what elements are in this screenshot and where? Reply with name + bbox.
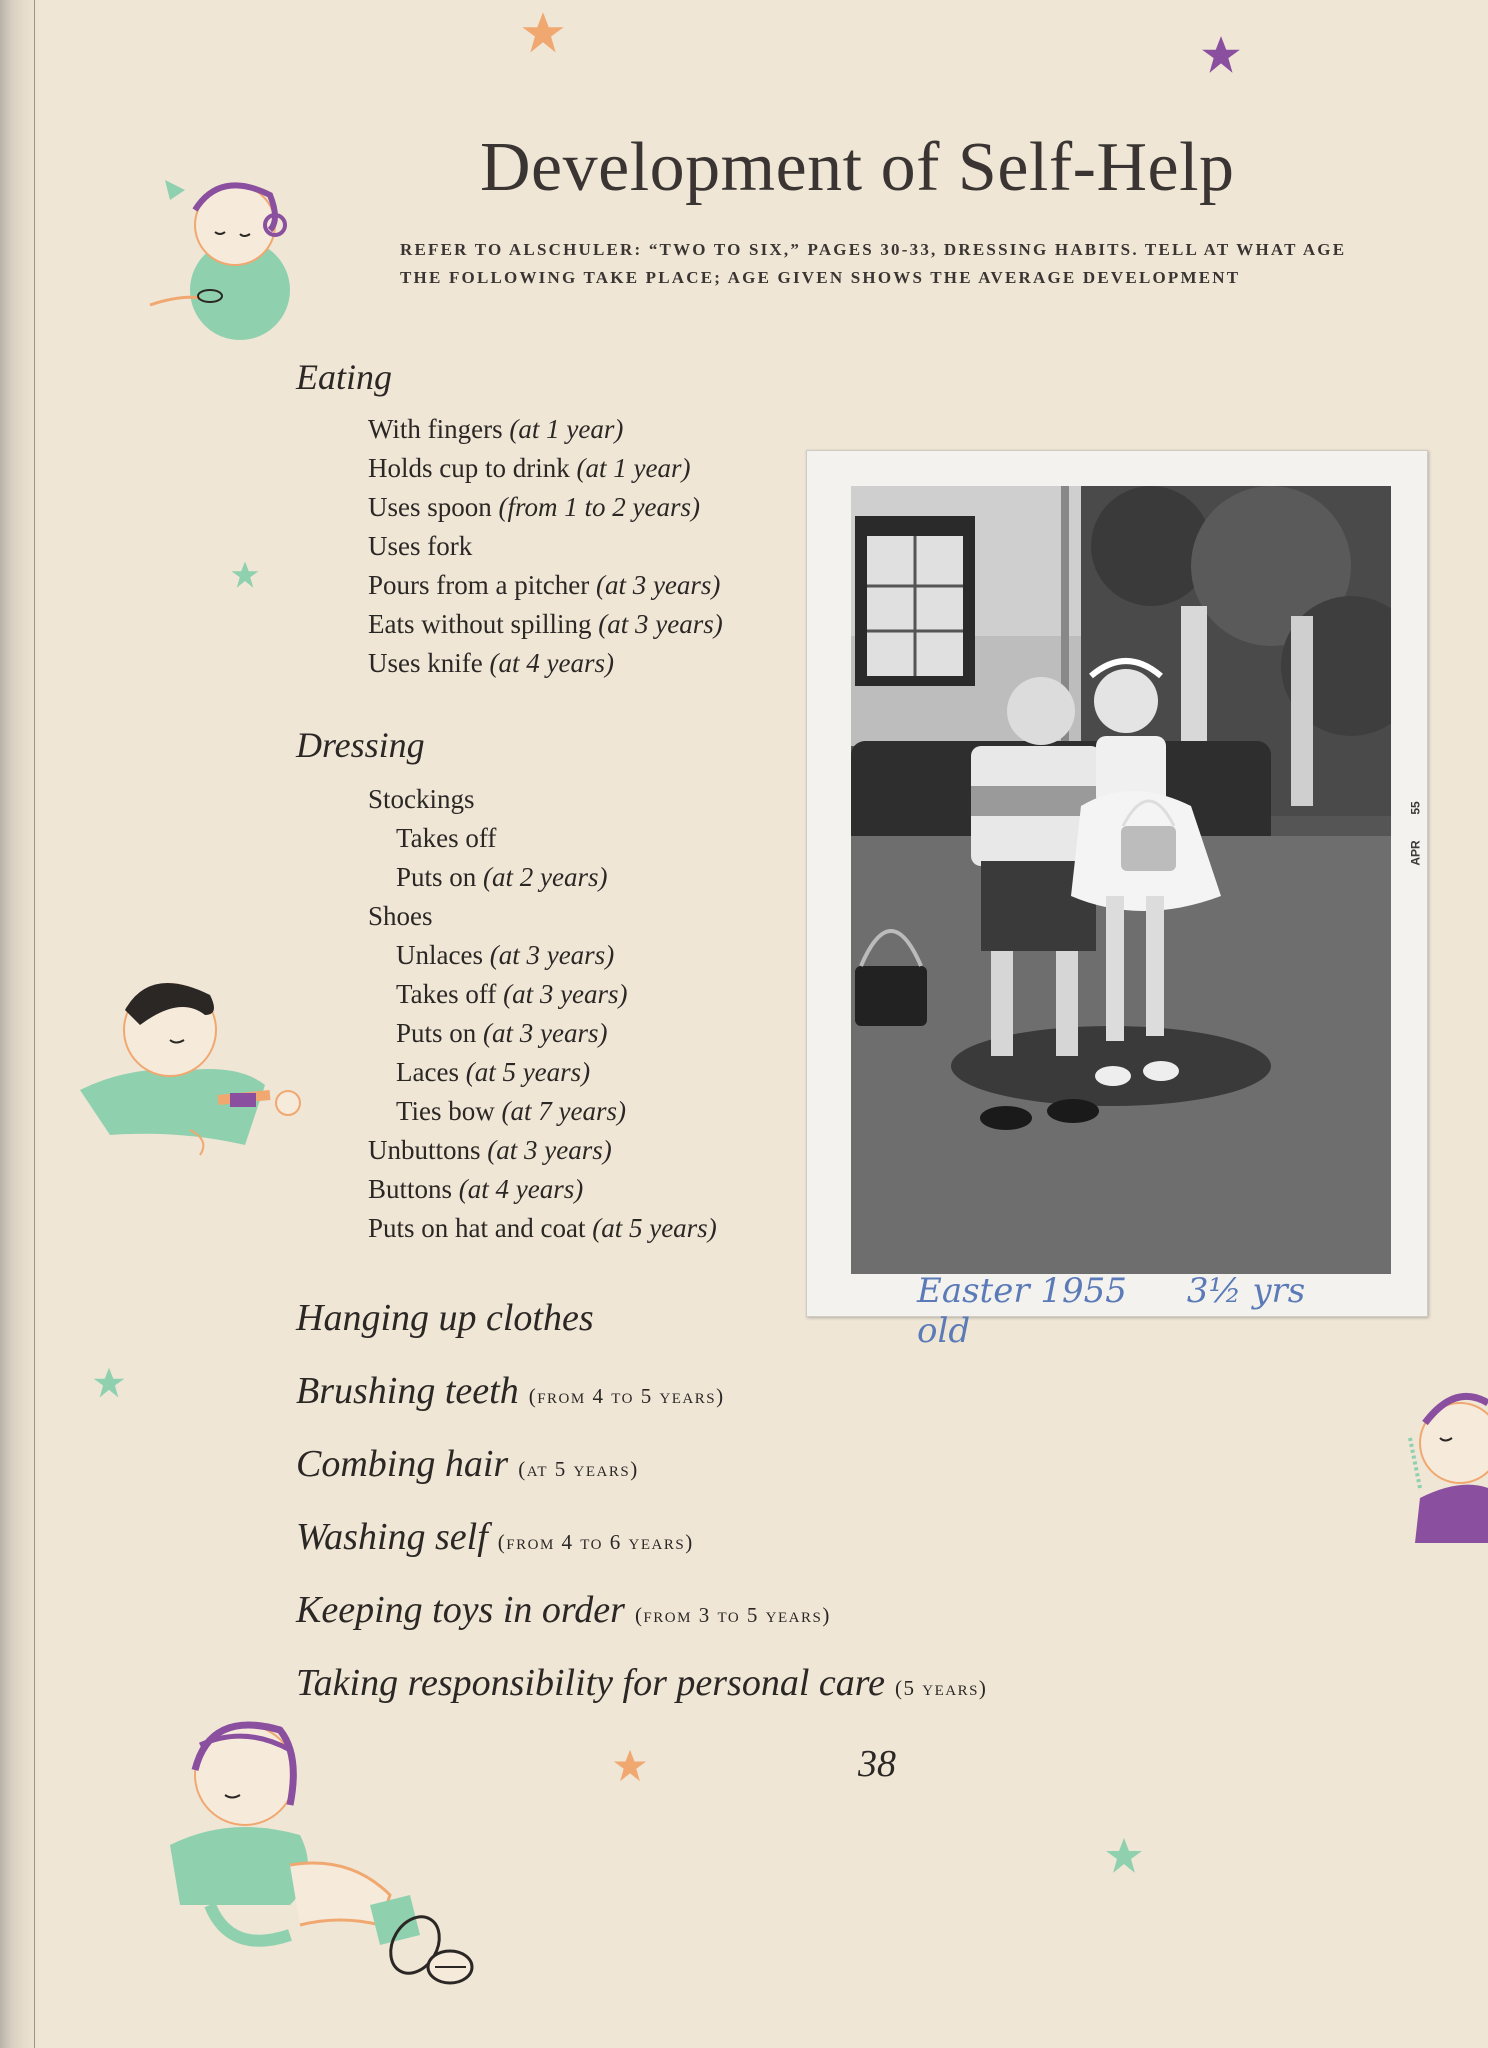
habits-list [296, 1282, 987, 1720]
mint-star-icon [92, 1366, 126, 1400]
photo-date-stamp-year: 55 [1408, 801, 1423, 815]
list-item: Combing hair (at 5 years) [296, 1443, 639, 1485]
list-item: Puts on hat and coat (at 5 years) [368, 1213, 717, 1243]
list-item: Eats without spilling (at 3 years) [368, 609, 723, 639]
list-item: Takes off (at 3 years) [396, 979, 628, 1009]
list-item: Takes off [396, 823, 497, 853]
photo-image [851, 486, 1391, 1274]
list-item: Brushing teeth (from 4 to 5 years) [296, 1370, 725, 1412]
list-item: Keeping toys in order (from 3 to 5 years) [296, 1589, 831, 1631]
photo-date-stamp-month: APR [1408, 840, 1423, 866]
list-item: Buttons (at 4 years) [368, 1174, 584, 1204]
list-item: Stockings [368, 784, 475, 814]
list-item: With fingers (at 1 year) [368, 414, 624, 444]
list-item: Holds cup to drink (at 1 year) [368, 453, 691, 483]
mint-star-icon [1104, 1836, 1144, 1876]
dressing-heading: Dressing [296, 725, 425, 765]
child-eating-illustration [140, 150, 300, 340]
purple-star-icon [1200, 34, 1242, 76]
list-item: Washing self (from 4 to 6 years) [296, 1516, 694, 1558]
dressing-list [368, 780, 717, 1248]
list-item: Uses fork [368, 531, 473, 561]
photograph [806, 450, 1428, 1351]
list-item: Puts on (at 2 years) [396, 862, 608, 892]
page-instructions: REFER TO ALSCHULER: “TWO TO SIX,” PAGES 30-33, DRESSING HABITS. TELL AT WHAT AGE THE FOLLOWING TAKE PLACE; AGE GIVEN SHOWS THE AVERAGE DEVELOPMENT [400, 240, 1347, 287]
page-number: 38 [858, 1743, 896, 1785]
list-item: Pours from a pitcher (at 3 years) [368, 570, 721, 600]
page-title: Development of Self-Help [480, 129, 1235, 206]
eating-heading: Eating [296, 357, 392, 397]
photo-handwritten-caption [917, 1271, 1397, 1351]
orange-star-icon [520, 10, 566, 56]
list-item: Taking responsibility for personal care (5 years) [296, 1662, 988, 1704]
child-combing-hair-illustration [1400, 1368, 1488, 1548]
children-photo-illustration [851, 486, 1391, 1274]
list-item: Ties bow (at 7 years) [396, 1096, 627, 1126]
list-item: Unbuttons (at 3 years) [368, 1135, 612, 1165]
caption-age: 3½ yrs old [917, 1271, 1306, 1351]
child-putting-on-shoes-illustration [150, 1705, 510, 1985]
list-item: Uses knife (at 4 years) [368, 648, 614, 678]
child-brushing-teeth-illustration [70, 955, 320, 1175]
list-item: Shoes [368, 901, 433, 931]
list-item: Unlaces (at 3 years) [396, 940, 615, 970]
list-item: Laces (at 5 years) [396, 1057, 591, 1087]
list-item: Uses spoon (from 1 to 2 years) [368, 492, 700, 522]
mint-star-icon [230, 560, 260, 590]
caption-date: Easter 1955 [917, 1271, 1127, 1311]
list-item: Puts on (at 3 years) [396, 1018, 608, 1048]
orange-star-icon [612, 1748, 648, 1784]
book-binding-edge [0, 0, 40, 2048]
list-item: Hanging up clothes [296, 1297, 594, 1339]
eating-list [368, 410, 723, 683]
